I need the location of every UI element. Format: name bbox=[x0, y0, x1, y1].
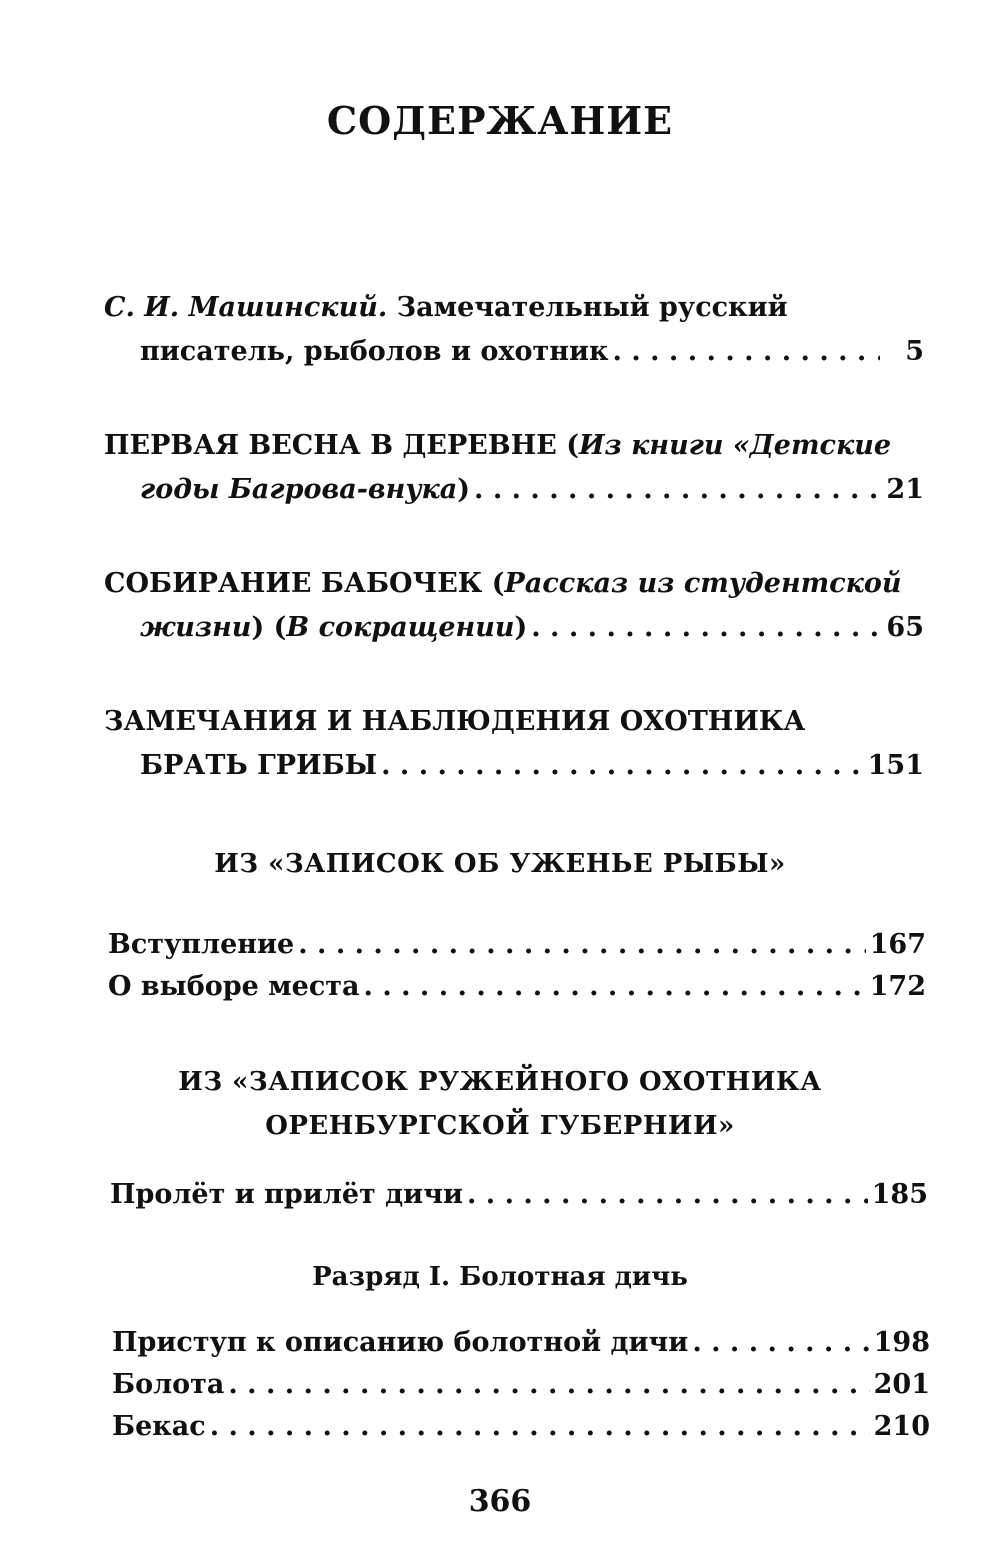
toc-item bbox=[112, 1406, 930, 1448]
toc-entry-title: ПЕРВАЯ ВЕСНА В ДЕРЕВНЕ ( bbox=[104, 430, 579, 461]
section-heading-line: ОРЕНБУРГСКОЙ ГУБЕРНИИ» bbox=[265, 1111, 735, 1141]
toc-item-label: Вступление bbox=[108, 929, 295, 960]
dot-leader bbox=[381, 744, 864, 788]
dot-leader bbox=[613, 330, 880, 374]
toc-entry-note-italic: В сокращении bbox=[286, 612, 515, 643]
section-heading bbox=[0, 1060, 1000, 1148]
toc-entry-paren: ) ( bbox=[251, 612, 287, 643]
toc-entry-line bbox=[104, 468, 924, 512]
toc-entry-line bbox=[104, 424, 924, 468]
toc-item bbox=[110, 1174, 928, 1216]
section-heading-line: ИЗ «ЗАПИСОК РУЖЕЙНОГО ОХОТНИКА bbox=[178, 1067, 822, 1097]
subsection-heading: Разряд I. Болотная дичь bbox=[312, 1262, 688, 1292]
toc-entry-paren: ) bbox=[514, 612, 528, 643]
dot-leader bbox=[531, 606, 880, 650]
page-number: 65 bbox=[886, 612, 924, 643]
page-number: 172 bbox=[869, 971, 926, 1002]
toc-entry-line bbox=[104, 744, 924, 788]
page-number: 21 bbox=[886, 474, 924, 505]
page-number: 5 bbox=[905, 336, 924, 367]
toc-entry-line bbox=[104, 606, 924, 650]
toc-entry-hunter-notes bbox=[104, 700, 924, 788]
toc-entry-butterflies bbox=[104, 562, 924, 650]
dot-leader bbox=[210, 1406, 870, 1448]
dot-leader bbox=[364, 966, 866, 1008]
page-title: СОДЕРЖАНИЕ bbox=[326, 98, 674, 143]
toc-entry-source: Из книги «Детские bbox=[578, 430, 892, 461]
toc-entry-source-italic: жизни bbox=[140, 612, 252, 643]
page-number: 198 bbox=[873, 1327, 930, 1358]
toc-entry-source-italic: годы Багрова-внука bbox=[140, 474, 458, 505]
toc-item-label: Болота bbox=[112, 1369, 225, 1400]
toc-author: С. И. Машинский. bbox=[104, 292, 388, 323]
dot-leader bbox=[228, 1364, 869, 1406]
toc-item-label: Пролёт и прилёт дичи bbox=[110, 1179, 463, 1210]
toc-entry-line bbox=[104, 330, 924, 374]
section-items bbox=[108, 924, 926, 1008]
toc-entry-paren: ) bbox=[457, 474, 471, 505]
page-number: 210 bbox=[873, 1411, 930, 1442]
section-items bbox=[112, 1322, 930, 1448]
toc-entry-title: писатель, рыболов и охотник bbox=[140, 336, 609, 367]
dot-leader bbox=[298, 924, 865, 966]
toc-entry-title: Замечательный русский bbox=[396, 292, 788, 323]
toc-item bbox=[112, 1364, 930, 1406]
page-number: 201 bbox=[873, 1369, 930, 1400]
dot-leader bbox=[692, 1322, 869, 1364]
toc-item bbox=[112, 1322, 930, 1364]
section-heading: ИЗ «ЗАПИСОК ОБ УЖЕНЬЕ РЫБЫ» bbox=[214, 849, 786, 879]
folio-page-number: 366 bbox=[468, 1484, 532, 1519]
page-number: 151 bbox=[867, 750, 924, 781]
page-number: 185 bbox=[871, 1179, 928, 1210]
dot-leader bbox=[474, 468, 880, 512]
toc-item bbox=[108, 924, 926, 966]
toc-entry-source bbox=[140, 468, 470, 512]
toc-item bbox=[108, 966, 926, 1008]
toc-entry-introduction bbox=[104, 286, 924, 374]
toc-entry-first-spring bbox=[104, 424, 924, 512]
toc-entry-title: БРАТЬ ГРИБЫ bbox=[140, 750, 378, 781]
toc-entry-line bbox=[104, 562, 924, 606]
toc-entry-title: ЗАМЕЧАНИЯ И НАБЛЮДЕНИЯ ОХОТНИКА bbox=[104, 706, 806, 737]
dot-leader bbox=[467, 1174, 868, 1216]
toc-item-label: Приступ к описанию болотной дичи bbox=[112, 1327, 689, 1358]
toc-entry-line bbox=[104, 286, 924, 330]
section-items bbox=[110, 1174, 928, 1216]
page-number: 167 bbox=[869, 929, 926, 960]
toc-entry-source: Рассказ из студентской bbox=[504, 568, 902, 599]
toc-item-label: О выборе места bbox=[108, 971, 360, 1002]
toc-item-label: Бекас bbox=[112, 1411, 206, 1442]
toc-entry-title: СОБИРАНИЕ БАБОЧЕК ( bbox=[104, 568, 505, 599]
toc-entry-source bbox=[140, 606, 527, 650]
